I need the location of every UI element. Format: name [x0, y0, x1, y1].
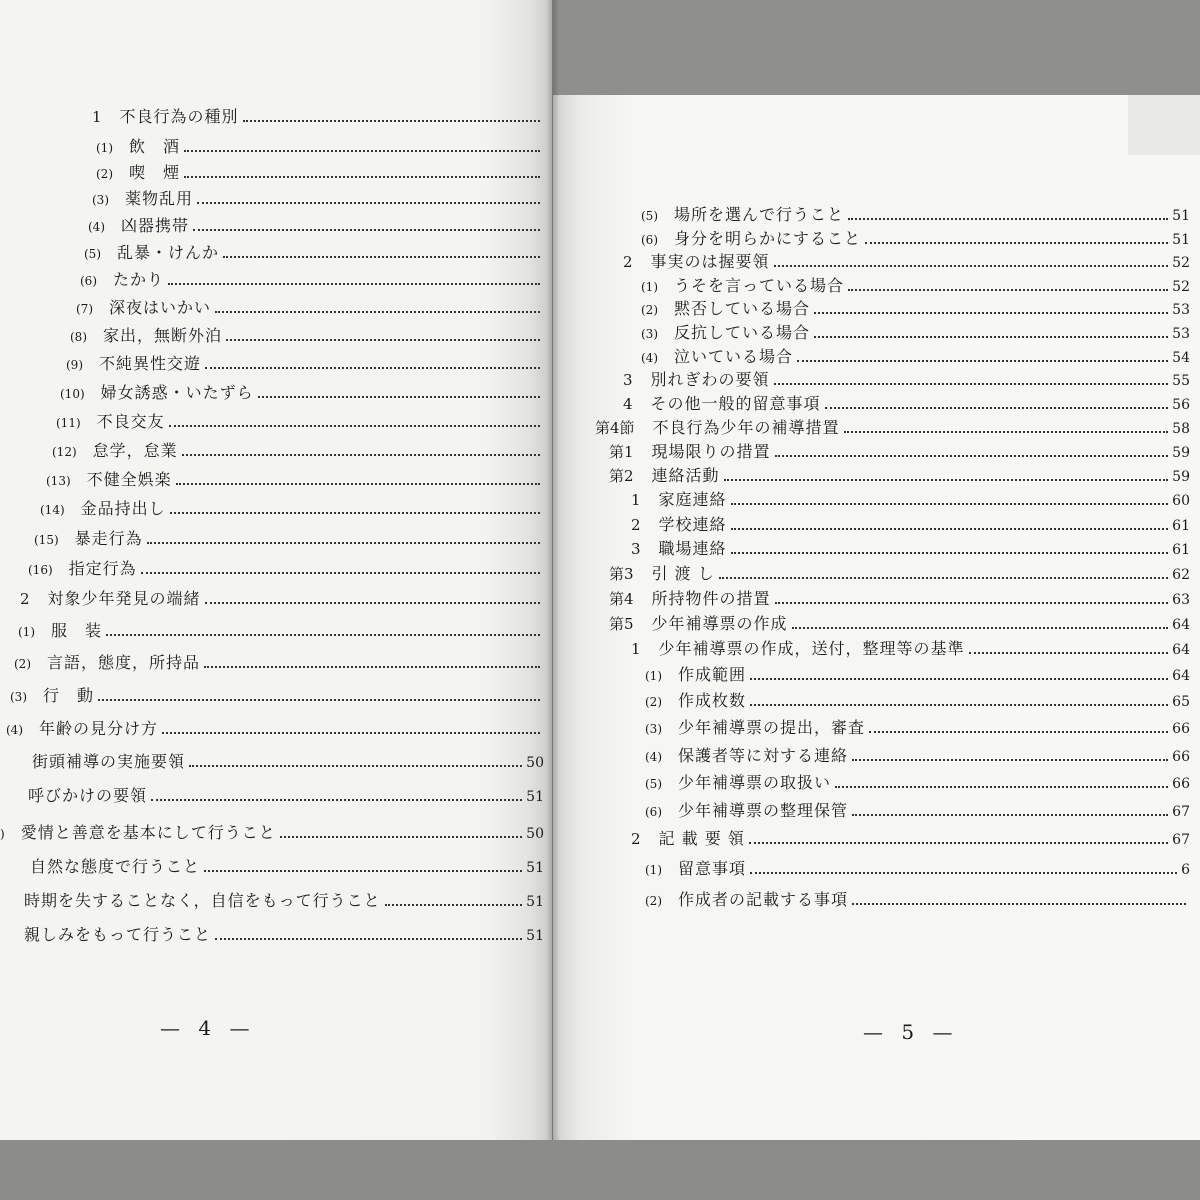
toc-entry-number: (4): [6, 723, 23, 737]
leader-dots: [204, 666, 540, 668]
toc-entry-title: 記 載 要 領: [658, 829, 745, 848]
toc-entry-title: 少年補導票の提出，審査: [678, 718, 866, 737]
toc-entry-title: 行 動: [43, 686, 95, 705]
leader-dots: [193, 229, 540, 231]
leader-dots: [731, 552, 1169, 554]
toc-entry-number: (5): [84, 247, 101, 261]
leader-dots: [226, 339, 540, 341]
toc-entry-page: 51: [1172, 208, 1190, 224]
leader-dots: [170, 512, 540, 514]
toc-entry-number: 2: [631, 516, 641, 534]
toc-entry-number: 2: [631, 830, 641, 848]
toc-entry-number: (15): [34, 533, 59, 547]
toc-entry: [0, 820, 544, 843]
toc-entry-title: 作成枚数: [678, 691, 747, 710]
toc-entry-page: 51: [1172, 232, 1190, 248]
leader-dots: [719, 577, 1168, 579]
toc-entry-title: 深夜はいかい: [109, 298, 212, 317]
leader-dots: [280, 836, 522, 838]
toc-entry: [631, 826, 1190, 849]
right-page-number: — 5 —: [863, 1020, 959, 1044]
toc-entry-title: 保護者等に対する連絡: [678, 746, 849, 765]
toc-entry: [80, 267, 544, 290]
toc-entry-page: 66: [1172, 749, 1190, 765]
leader-dots: [774, 265, 1169, 267]
toc-entry-number: 2: [623, 253, 633, 271]
toc-entry: [631, 636, 1190, 659]
toc-entry: [88, 213, 544, 236]
toc-entry: [18, 618, 544, 641]
toc-entry-title: 職場連絡: [658, 539, 727, 558]
toc-entry-number: (6): [645, 805, 662, 819]
toc-entry-title: 泣いている場合: [674, 347, 794, 366]
leader-dots: [176, 483, 540, 485]
toc-entry: [52, 438, 544, 461]
toc-entry-title: 学校連絡: [658, 515, 727, 534]
toc-entry-title: 乱暴・けんか: [117, 243, 220, 262]
toc-entry-page: 67: [1172, 804, 1190, 820]
toc-entry-title: 留意事項: [678, 859, 747, 878]
toc-entry-number: (1): [645, 863, 662, 877]
left-page: [0, 0, 552, 1140]
toc-entry: [20, 586, 544, 609]
toc-entry-number: (2): [96, 167, 113, 181]
toc-entry-title: 家庭連絡: [658, 490, 727, 509]
toc-entry-number: 1: [92, 108, 102, 126]
toc-entry-number: (1): [18, 625, 35, 639]
right-page: [553, 95, 1200, 1140]
leader-dots: [852, 759, 1168, 761]
toc-entry-page: 53: [1172, 326, 1190, 342]
toc-entry-page: 64: [1172, 668, 1190, 684]
toc-entry-title: 別れぎわの要領: [650, 370, 770, 389]
leader-dots: [750, 704, 1168, 706]
leader-dots: [168, 283, 540, 285]
toc-entry-number: (3): [10, 690, 27, 704]
toc-entry: [10, 683, 544, 706]
toc-entry-number: 第1: [609, 443, 634, 461]
toc-entry: [70, 323, 544, 346]
toc-entry: [14, 749, 544, 772]
toc-entry: [46, 467, 544, 490]
leader-dots: [258, 396, 540, 398]
leader-dots: [869, 731, 1168, 733]
toc-entry-page: 51: [526, 860, 544, 876]
toc-entry-page: 62: [1172, 567, 1190, 583]
leader-dots: [385, 904, 522, 906]
toc-entry-number: (16): [28, 563, 53, 577]
toc-entry-title: 自然な態度で行うこと: [30, 857, 201, 876]
toc-entry-number: (10): [60, 387, 85, 401]
toc-entry: [40, 496, 544, 519]
toc-entry-number: (2): [645, 894, 662, 908]
toc-entry: [623, 249, 1190, 272]
leader-dots: [814, 312, 1168, 314]
toc-entry-title: 家出，無断外泊: [103, 326, 223, 345]
leader-dots: [969, 652, 1169, 654]
toc-entry-page: 65: [1172, 694, 1190, 710]
leader-dots: [814, 336, 1168, 338]
toc-entry: [92, 104, 544, 127]
leader-dots: [205, 367, 540, 369]
toc-entry-number: (2): [14, 657, 31, 671]
toc-entry-title: 作成者の記載する事項: [678, 890, 849, 909]
toc-entry-title: 不健全娯楽: [86, 470, 172, 489]
toc-entry: [631, 512, 1190, 535]
toc-entry-title: 言語，態度，所持品: [47, 653, 201, 672]
toc-entry-number: (1): [641, 280, 658, 294]
toc-entry-title: 不良交友: [96, 412, 165, 431]
toc-entry-title: 街頭補導の実施要領: [32, 752, 186, 771]
toc-entry-number: 第4節: [595, 419, 635, 437]
toc-entry-title: 婦女誘惑・いたずら: [100, 383, 254, 402]
toc-entry-number: (14): [40, 503, 65, 517]
toc-entry-number: (6): [641, 233, 658, 247]
toc-entry: [631, 536, 1190, 559]
toc-entry-number: (7): [76, 302, 93, 316]
leader-dots: [223, 256, 540, 258]
toc-entry-page: 61: [1172, 542, 1190, 558]
leader-dots: [835, 786, 1168, 788]
leader-dots: [844, 431, 1169, 433]
leader-dots: [750, 678, 1168, 680]
toc-entry-number: (3): [92, 193, 109, 207]
leader-dots: [865, 242, 1168, 244]
toc-entry-title: 黙否している場合: [674, 299, 811, 318]
leader-dots: [774, 383, 1169, 385]
toc-entry-number: (6): [80, 274, 97, 288]
toc-entry: [6, 716, 544, 739]
toc-entry: [66, 351, 544, 374]
toc-entry-page: 59: [1172, 445, 1190, 461]
toc-entry-title: 金品持出し: [80, 499, 166, 518]
toc-entry-number: 第2: [609, 467, 634, 485]
toc-entry: [645, 662, 1190, 685]
leader-dots: [215, 311, 540, 313]
leader-dots: [151, 799, 522, 801]
toc-entry-title: 少年補導票の作成: [651, 614, 788, 633]
toc-entry-number: (1): [96, 141, 113, 155]
toc-entry-page: 53: [1172, 302, 1190, 318]
toc-entry-title: 不良行為少年の補導措置: [652, 418, 840, 437]
toc-entry-number: (2): [645, 695, 662, 709]
toc-entry: [609, 463, 1190, 486]
toc-entry-number: (5): [645, 777, 662, 791]
toc-entry-title: 少年補導票の作成，送付，整理等の基準: [658, 639, 965, 658]
toc-entry: [12, 854, 544, 877]
toc-entry-title: 少年補導票の整理保管: [678, 801, 849, 820]
toc-entry-title: 対象少年発見の端緒: [47, 589, 201, 608]
book-spine-shadow: [546, 0, 560, 1140]
toc-entry-number: (4): [645, 750, 662, 764]
toc-entry: [645, 743, 1190, 766]
toc-entry: [595, 415, 1190, 438]
toc-entry-number: (2): [641, 303, 658, 317]
toc-entry: [641, 296, 1190, 319]
toc-entry: [641, 202, 1190, 225]
toc-entry: [609, 611, 1190, 634]
leader-dots: [204, 870, 522, 872]
leader-dots: [169, 425, 540, 427]
leader-dots: [749, 842, 1168, 844]
toc-entry: [645, 887, 1190, 910]
toc-entry-title: その他一般的留意事項: [650, 394, 821, 413]
leader-dots: [184, 176, 540, 178]
toc-entry-page: 6: [1181, 862, 1190, 878]
toc-entry-page: 52: [1172, 255, 1190, 271]
toc-entry-number: 3: [623, 371, 633, 389]
leader-dots: [162, 732, 540, 734]
toc-entry-title: 連絡活動: [651, 466, 720, 485]
toc-entry-title: 反抗している場合: [674, 323, 811, 342]
toc-entry-title: 不良行為の種別: [119, 107, 239, 126]
toc-entry-page: 54: [1172, 350, 1190, 366]
toc-entry-number: ): [0, 827, 5, 841]
leader-dots: [243, 120, 540, 122]
toc-entry: [10, 783, 544, 806]
toc-entry-number: 第3: [609, 565, 634, 583]
toc-entry: [96, 160, 544, 183]
toc-entry-title: 指定行為: [68, 559, 137, 578]
toc-entry: [645, 715, 1190, 738]
leader-dots: [775, 455, 1169, 457]
toc-entry-title: 愛情と善意を基本にして行うこと: [20, 823, 276, 842]
leader-dots: [825, 407, 1169, 409]
leader-dots: [792, 627, 1169, 629]
left-page-number: — 4 —: [160, 1016, 256, 1040]
toc-entry: [623, 391, 1190, 414]
leader-dots: [852, 814, 1168, 816]
toc-entry-title: 凶器携帯: [121, 216, 190, 235]
toc-entry-title: 呼びかけの要領: [28, 786, 148, 805]
toc-entry-title: 身分を明らかにすること: [674, 229, 862, 248]
toc-entry: [645, 798, 1190, 821]
toc-entry: [609, 561, 1190, 584]
toc-entry-number: (1): [645, 669, 662, 683]
toc-entry-page: 66: [1172, 721, 1190, 737]
toc-entry-number: 2: [20, 590, 30, 608]
leader-dots: [197, 202, 540, 204]
toc-entry-page: 51: [526, 928, 544, 944]
leader-dots: [215, 938, 522, 940]
toc-entry: [56, 409, 544, 432]
leader-dots: [98, 699, 540, 701]
toc-entry-title: 事実のは握要領: [650, 252, 770, 271]
toc-entry-page: 52: [1172, 279, 1190, 295]
toc-entry: [645, 856, 1190, 879]
toc-entry-page: 64: [1172, 617, 1190, 633]
toc-entry-number: (3): [645, 722, 662, 736]
toc-entry-number: (3): [641, 327, 658, 341]
toc-entry-title: 場所を選んで行うこと: [674, 205, 845, 224]
leader-dots: [731, 503, 1169, 505]
toc-entry-number: (4): [641, 351, 658, 365]
toc-entry-number: 1: [631, 640, 641, 658]
toc-entry-title: 時期を失することなく，自信をもって行うこと: [24, 891, 381, 910]
toc-entry-page: 60: [1172, 493, 1190, 509]
leader-dots: [184, 150, 540, 152]
toc-entry-title: 怠学，怠業: [92, 441, 178, 460]
toc-entry-page: 50: [526, 755, 544, 771]
toc-entry-title: 所持物件の措置: [651, 589, 771, 608]
toc-entry: [641, 226, 1190, 249]
leader-dots: [205, 602, 540, 604]
toc-entry-title: 年齢の見分け方: [39, 719, 159, 738]
leader-dots: [848, 289, 1168, 291]
toc-entry: [6, 922, 544, 945]
toc-entry-title: 親しみをもって行うこと: [24, 925, 212, 944]
toc-entry-title: 引 渡 し: [651, 564, 715, 583]
toc-entry-title: 作成範囲: [678, 665, 747, 684]
leader-dots: [750, 872, 1177, 874]
toc-entry-title: 少年補導票の取扱い: [678, 773, 832, 792]
toc-entry-page: 56: [1172, 397, 1190, 413]
toc-entry-title: 現場限りの措置: [651, 442, 771, 461]
table-surface: [0, 1140, 1200, 1200]
toc-entry-page: 51: [526, 894, 544, 910]
toc-entry-page: 66: [1172, 776, 1190, 792]
toc-entry-title: 暴走行為: [74, 529, 143, 548]
toc-entry-number: (12): [52, 445, 77, 459]
toc-entry-page: 55: [1172, 373, 1190, 389]
toc-entry-page: 67: [1172, 832, 1190, 848]
toc-entry-page: 51: [526, 789, 544, 805]
leader-dots: [182, 454, 540, 456]
toc-entry: [631, 487, 1190, 510]
toc-entry-title: たかり: [113, 270, 165, 289]
toc-entry-title: 服 装: [51, 621, 103, 640]
toc-entry-page: 58: [1172, 421, 1190, 437]
toc-entry-number: (5): [641, 209, 658, 223]
toc-entry-page: 63: [1172, 592, 1190, 608]
toc-entry: [641, 320, 1190, 343]
toc-entry-title: 不純異性交遊: [99, 354, 202, 373]
toc-entry-title: 薬物乱用: [125, 189, 194, 208]
toc-entry: [28, 556, 544, 579]
toc-entry: [645, 770, 1190, 793]
leader-dots: [106, 634, 540, 636]
toc-entry-number: 第5: [609, 615, 634, 633]
leader-dots: [852, 903, 1186, 905]
toc-entry-number: 4: [623, 395, 633, 413]
leader-dots: [189, 765, 522, 767]
toc-entry-page: 59: [1172, 469, 1190, 485]
leader-dots: [848, 218, 1168, 220]
toc-entry: [645, 688, 1190, 711]
toc-entry-number: (11): [56, 416, 81, 430]
toc-entry: [609, 586, 1190, 609]
leader-dots: [797, 360, 1168, 362]
toc-entry-number: (9): [66, 358, 83, 372]
toc-entry-number: (13): [46, 474, 71, 488]
toc-entry-number: (4): [88, 220, 105, 234]
toc-entry: [76, 295, 544, 318]
leader-dots: [141, 572, 540, 574]
toc-entry-page: 50: [526, 826, 544, 842]
toc-entry-number: 3: [631, 540, 641, 558]
page-corner-tab: [1128, 95, 1200, 155]
toc-entry-page: 64: [1172, 642, 1190, 658]
leader-dots: [724, 479, 1169, 481]
toc-entry: [14, 650, 544, 673]
toc-entry-number: 1: [631, 491, 641, 509]
toc-entry: [96, 134, 544, 157]
toc-entry-title: 喫 煙: [129, 163, 181, 182]
toc-entry: [6, 888, 544, 911]
toc-entry-title: うそを言っている場合: [674, 276, 845, 295]
toc-entry-number: (8): [70, 330, 87, 344]
toc-entry-page: 61: [1172, 518, 1190, 534]
toc-entry: [60, 380, 544, 403]
leader-dots: [731, 528, 1169, 530]
toc-entry: [609, 439, 1190, 462]
toc-entry: [92, 186, 544, 209]
toc-entry-number: 第4: [609, 590, 634, 608]
toc-entry: [641, 273, 1190, 296]
toc-entry: [623, 367, 1190, 390]
toc-entry: [34, 526, 544, 549]
leader-dots: [775, 602, 1169, 604]
toc-entry: [84, 240, 544, 263]
toc-entry-title: 飲 酒: [129, 137, 181, 156]
toc-entry: [641, 344, 1190, 367]
leader-dots: [147, 542, 540, 544]
